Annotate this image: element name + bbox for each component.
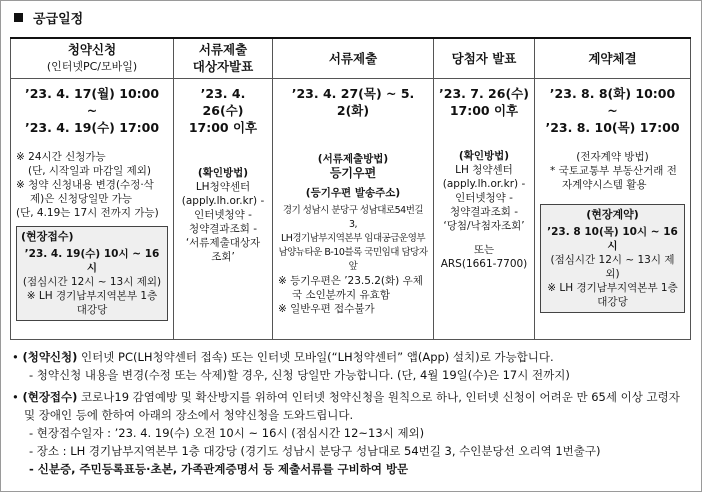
method-line: 조회’: [211, 250, 235, 263]
onsite-lunch: (점심시간 12시 ~ 13시 제외): [22, 275, 162, 288]
note-text: 코로나19 감염예방 및 확산방지를 위하여 인터넷 청약신청을 원칙으로 하나, 인터넷 신청이 어려운 만 65세 이상 고령자 및 장애인 등에 한하여 아래의 장소에서 청약신청을 도와드립니다.: [24, 390, 680, 422]
note-sub: - 청약신청 내용을 변경(수정 또는 삭제)할 경우, 신청 당일만 가능합니다. (단, 4월 19일(수)은 17시 전까지): [29, 368, 570, 382]
application-end: ’23. 4. 19(수) 17:00: [24, 119, 160, 135]
announce-date: ’23. 4. 26(수): [200, 85, 246, 118]
method-line: 인터넷청약 -: [194, 208, 252, 221]
header-doc-submit: [273, 38, 434, 78]
note-edit-detail: (단, 4.19는 17시 전까지 가능): [16, 206, 159, 219]
cell-winner: [434, 78, 535, 340]
onsite-title: (현장접수): [21, 229, 74, 243]
contract-start: ’23. 8. 8(화) 10:00: [549, 85, 676, 101]
onsite-box: [16, 226, 168, 321]
method-line: ‘서류제출대상자: [185, 236, 261, 249]
section-heading: [14, 8, 83, 27]
square-bullet-icon: [14, 13, 23, 22]
header-title: 당첨자 발표: [451, 50, 517, 66]
note-24h-detail: (단, 시작일과 마감일 제외): [28, 164, 151, 177]
address-title: (등기우편 발송주소): [305, 186, 401, 199]
note-label: (청약신청): [22, 350, 78, 364]
method-title: (확인방법): [458, 149, 510, 162]
section-title: 공급일정: [33, 12, 84, 27]
header-application: [11, 38, 174, 78]
note-regular-mail: ※ 일반우편 접수불가: [278, 302, 375, 315]
note-sub: - 현장접수일자 : ’23. 4. 19(수) 오전 10시 ~ 16시 (점심시간 12~13시 제외): [29, 426, 425, 440]
range-tilde: ~: [607, 102, 618, 118]
onsite-title: (현장계약): [586, 207, 639, 221]
method-line: (apply.lh.or.kr) -: [442, 177, 526, 190]
table-body-row: [11, 78, 691, 340]
ars-number: ARS(1661-7700): [440, 257, 528, 270]
method-title: (확인방법): [197, 166, 249, 179]
e-contract-note: * 국토교통부 부동산거래 전자계약시스템 활용: [550, 164, 677, 191]
announce-time: 17:00 이후: [188, 119, 258, 135]
address-line: LH경기남부지역본부 임대공급운영부: [280, 232, 426, 244]
table-header-row: [11, 38, 691, 78]
note-registered-mail: ※ 등기우편은 ’23.5.2(화) 우체국 소인분까지 유효함: [278, 274, 423, 301]
header-doc-target: [174, 38, 273, 78]
range-tilde: ~: [86, 102, 98, 118]
onsite-place: ※ LH 경기남부지역본부 1층 대강당: [26, 289, 158, 316]
e-contract-method: (전자계약 방법): [576, 150, 649, 163]
note-label: (현장접수): [22, 390, 78, 404]
header-subtitle: (인터넷PC/모바일): [46, 60, 138, 74]
method-line: LH청약센터: [195, 180, 251, 193]
submit-period: ’23. 4. 27(목) ~ 5. 2(화): [291, 85, 415, 118]
cell-application: [11, 78, 174, 340]
notes-section: [12, 348, 692, 478]
header-title: 청약신청: [67, 42, 117, 58]
onsite-contract-box: [540, 204, 685, 313]
address-line: 남양뉴타운 B-10블록 국민임대 담당자 앞: [278, 246, 428, 272]
method-line: 인터넷청약 -: [455, 191, 513, 204]
winner-time: 17:00 이후: [449, 102, 519, 118]
cell-doc-target: [174, 78, 273, 340]
onsite-date: ’23. 4. 19(수) 10시 ~ 16시: [24, 247, 160, 274]
note-sub: - 신분증, 주민등록표등·초본, 가족관계증명서 등 제출서류를 구비하여 방문: [29, 462, 409, 476]
header-contract: [535, 38, 691, 78]
note-sub: - 장소 : LH 경기남부지역본부 1층 대강당 (경기도 성남시 분당구 성남대로 54번길 3, 수인분당선 오리역 1번출구): [29, 444, 601, 458]
schedule-table: [10, 37, 691, 340]
note-onsite: • (현장접수) 코로나19 감염예방 및 확산방지를 위하여 인터넷 청약신청을 원칙으로 하나, 인터넷 신청이 어려운 만 65세 이상 고령자 및 장애인 등에 한하여 아래의 장소에서 청약신청을 도와드립니다.: [12, 390, 680, 422]
header-title: 서류제출: [328, 50, 378, 66]
header-winner: [434, 38, 535, 78]
onsite-lunch: (점심시간 12시 ~ 13시 제외): [550, 253, 675, 280]
note-text: 인터넷 PC(LH청약센터 접속) 또는 인터넷 모바일(“LH청약센터” 앱(App) 설치)로 가능합니다.: [77, 350, 554, 364]
onsite-date: ’23. 8 10(목) 10시 ~ 16시: [547, 225, 678, 252]
method-line: LH 청약센터: [455, 163, 513, 176]
method-line: 청약결과조회 -: [450, 205, 518, 218]
winner-date: ’23. 7. 26(수): [439, 85, 529, 101]
contract-end: ’23. 8. 10(목) 17:00: [545, 119, 680, 135]
note-edit: ※ 청약 신청내용 변경(수정·삭제)은 신청당일만 가능: [16, 178, 154, 205]
address-line: 경기 성남시 분당구 성남대로54번길 3,: [282, 204, 424, 230]
method-line: ‘당첨/낙첨자조회’: [443, 219, 525, 232]
cell-contract: [535, 78, 691, 340]
onsite-place: ※ LH 경기남부지역본부 1층 대강당: [547, 281, 678, 308]
submit-method: 등기우편: [329, 165, 377, 180]
header-title-line2: 대상자발표: [192, 59, 254, 75]
note-online: • (청약신청) 인터넷 PC(LH청약센터 접속) 또는 인터넷 모바일(“LH청약센터” 앱(App) 설치)로 가능합니다.: [12, 350, 554, 364]
cell-doc-submit: [273, 78, 434, 340]
note-24h: ※ 24시간 신청가능: [16, 150, 106, 163]
header-title: 서류제출: [198, 42, 248, 58]
submit-method-title: (서류제출방법): [317, 152, 389, 165]
method-line: (apply.lh.or.kr) -: [181, 194, 265, 207]
or-text: 또는: [473, 243, 495, 256]
application-start: ’23. 4. 17(월) 10:00: [24, 85, 160, 101]
method-line: 청약결과조회 -: [189, 222, 257, 235]
header-title: 계약체결: [588, 50, 637, 66]
